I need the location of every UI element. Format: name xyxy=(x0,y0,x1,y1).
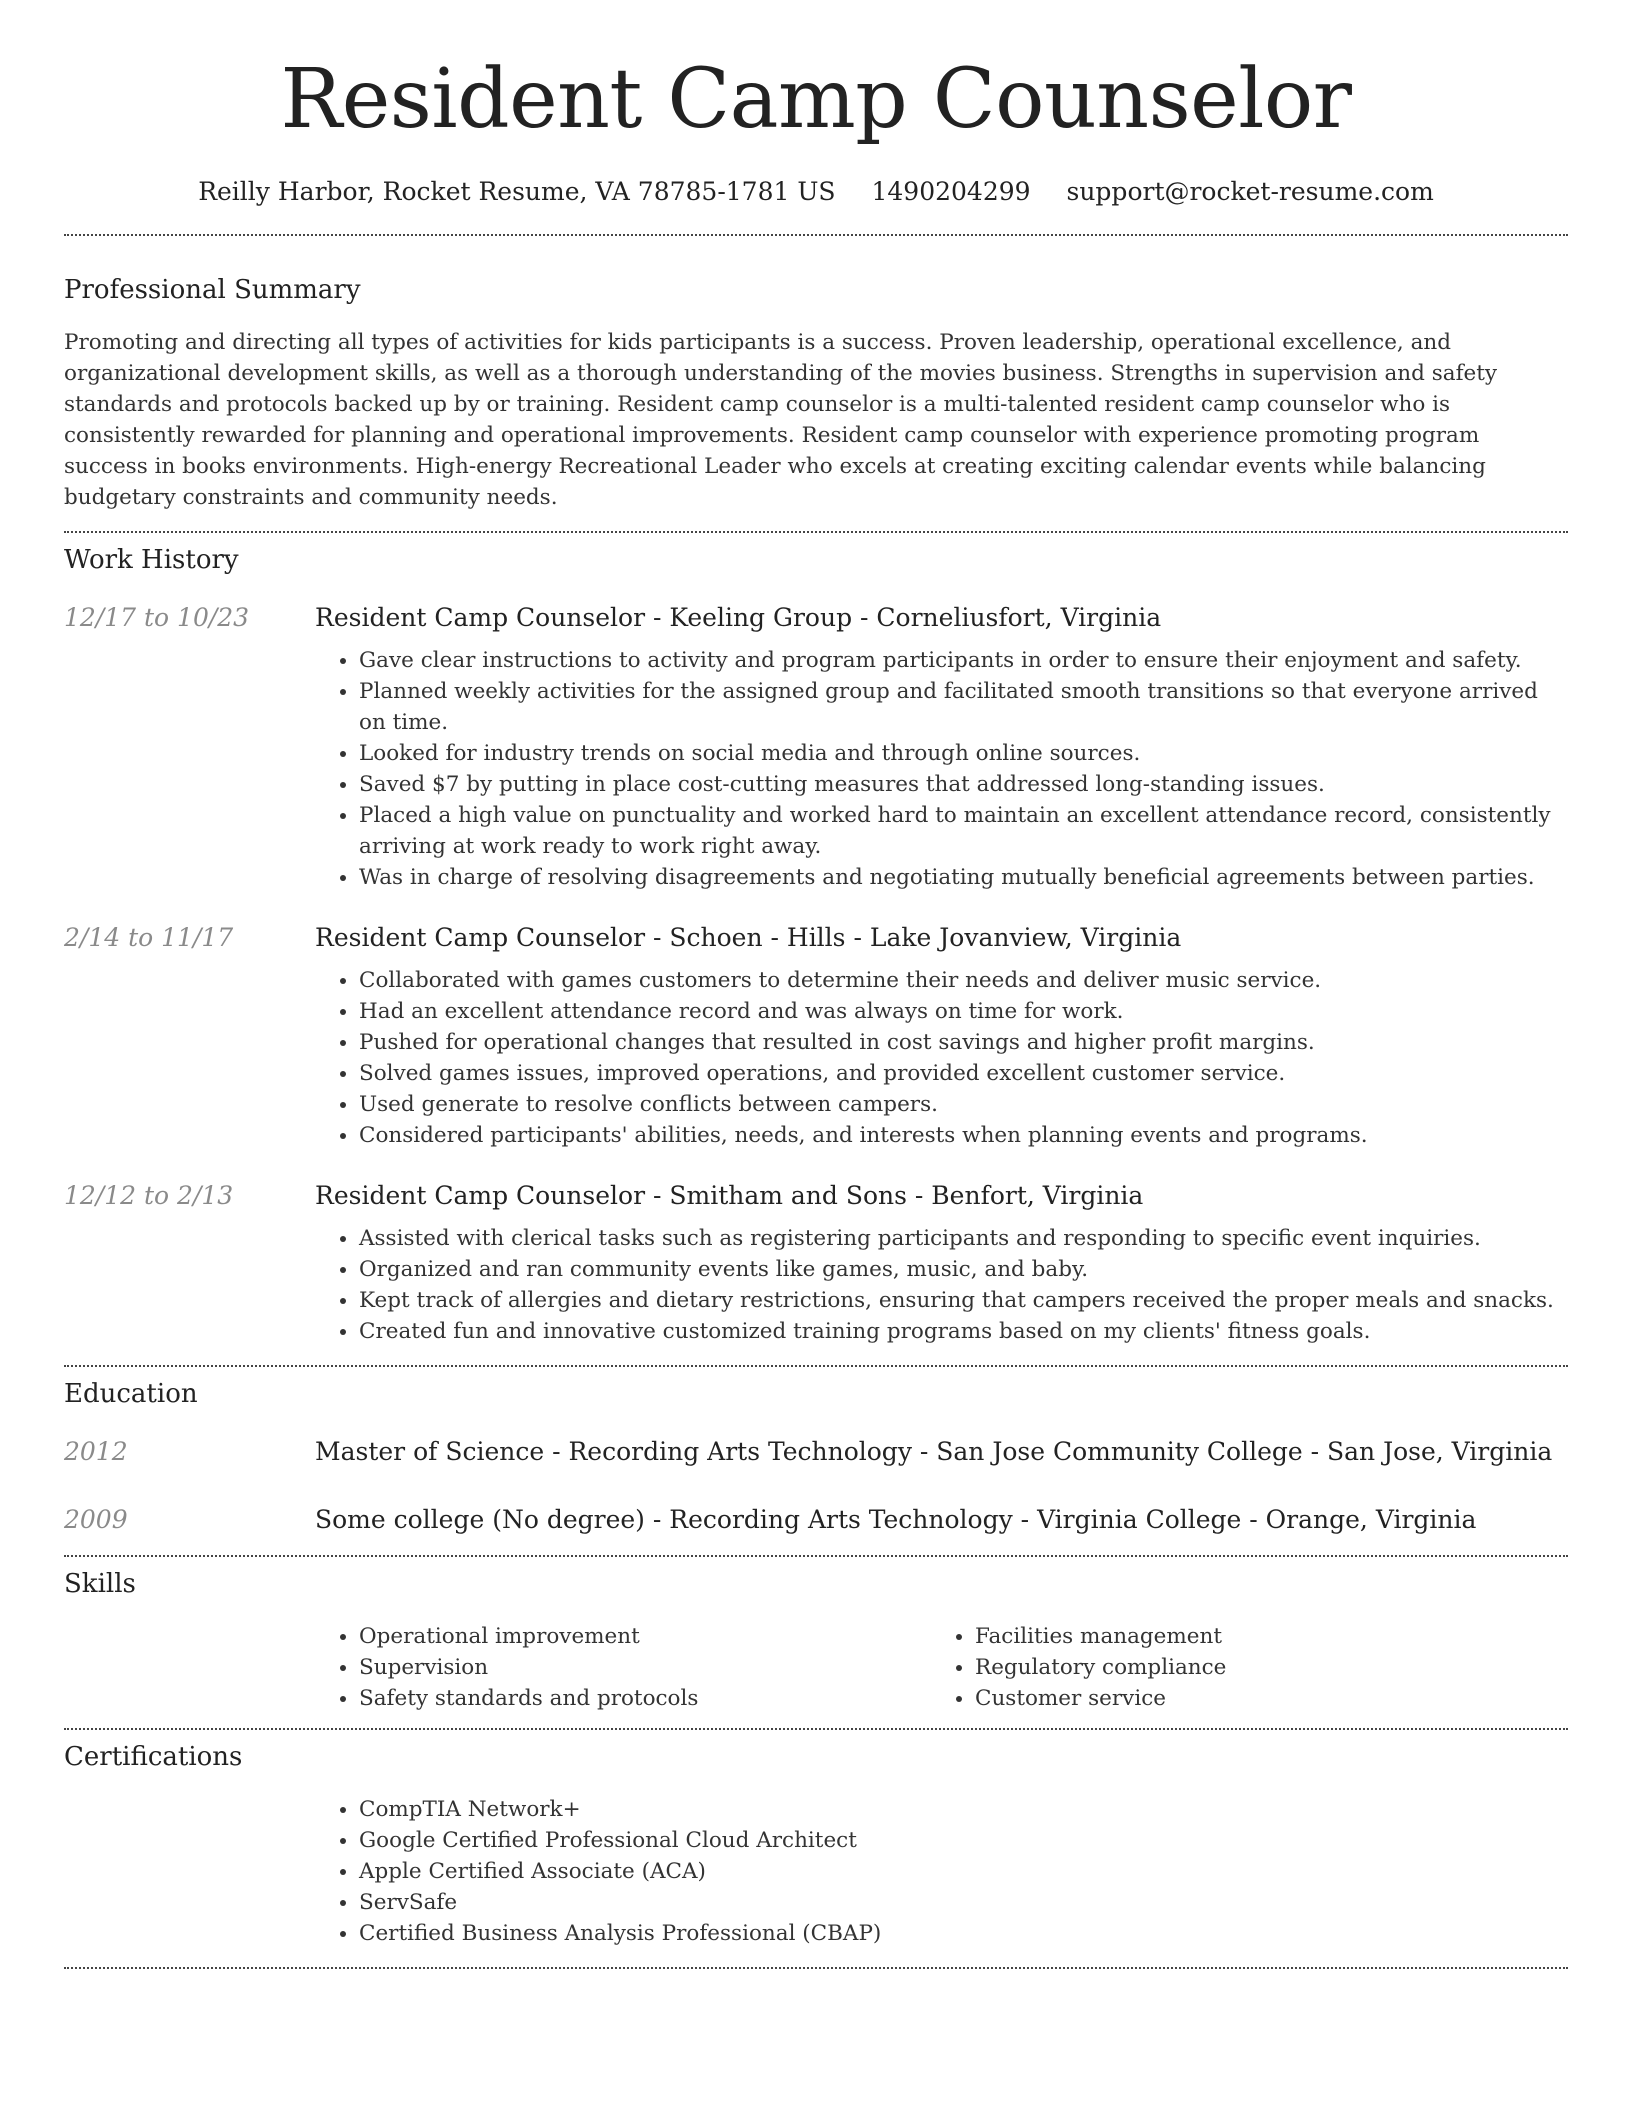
list-item: • Apple Certified Associate (ACA) xyxy=(359,1856,1568,1887)
job-dates: 12/17 to 10/23 xyxy=(64,603,250,632)
list-item: • Had an excellent attendance record and was always on time for work. xyxy=(359,996,1568,1027)
summary-heading: Professional Summary xyxy=(64,275,361,305)
education-degree: Master of Science - Recording Arts Technology - San Jose Community College - San Jose, Virginia xyxy=(315,1437,1553,1466)
education-year: 2012 xyxy=(64,1437,128,1466)
job-bullets xyxy=(315,965,1568,1151)
list-item: • Facilities management xyxy=(975,1621,1547,1652)
list-item: • Safety standards and protocols xyxy=(359,1683,931,1714)
contact-email: support@rocket-resume.com xyxy=(1066,177,1434,206)
list-item: • Created fun and innovative customized training programs based on my clients' fitness goals. xyxy=(359,1316,1568,1347)
education-section xyxy=(64,1367,1568,1537)
job-entry xyxy=(64,1179,1568,1347)
skills-heading: Skills xyxy=(64,1569,136,1599)
job-bullets xyxy=(315,645,1568,893)
list-item: • Supervision xyxy=(359,1652,931,1683)
certifications-heading: Certifications xyxy=(64,1742,243,1772)
certifications-section xyxy=(64,1730,1568,1949)
job-title: Resident Camp Counselor - Smitham and Sons - Benfort, Virginia xyxy=(315,1181,1144,1210)
education-degree: Some college (No degree) - Recording Arts Technology - Virginia College - Orange, Virginia xyxy=(315,1505,1477,1534)
education-entry xyxy=(64,1503,1568,1537)
list-item: • Was in charge of resolving disagreements and negotiating mutually beneficial agreements between parties. xyxy=(359,862,1568,893)
skills-section xyxy=(64,1557,1568,1714)
job-bullets xyxy=(315,1223,1568,1347)
list-item: • ServSafe xyxy=(359,1887,1568,1918)
work-history-heading: Work History xyxy=(64,545,239,575)
contact-address: Reilly Harbor, Rocket Resume, VA 78785-1781 US xyxy=(198,177,836,206)
education-heading: Education xyxy=(64,1379,198,1409)
education-entry xyxy=(64,1435,1568,1469)
list-item: • Operational improvement xyxy=(359,1621,931,1652)
job-dates: 2/14 to 11/17 xyxy=(64,923,234,952)
skills-list-right xyxy=(931,1621,1547,1714)
list-item: • Organized and ran community events like games, music, and baby. xyxy=(359,1254,1568,1285)
list-item: • Customer service xyxy=(975,1683,1547,1714)
list-item: • Certified Business Analysis Professional (CBAP) xyxy=(359,1918,1568,1949)
job-dates: 12/12 to 2/13 xyxy=(64,1181,234,1210)
list-item: • Collaborated with games customers to determine their needs and deliver music service. xyxy=(359,965,1568,996)
skills-grid xyxy=(315,1621,1568,1714)
list-item: • Gave clear instructions to activity and program participants in order to ensure their enjoyment and safety. xyxy=(359,645,1568,676)
job-entry xyxy=(64,601,1568,893)
list-item: • Looked for industry trends on social media and through online sources. xyxy=(359,738,1568,769)
list-item: • Kept track of allergies and dietary restrictions, ensuring that campers received the proper meals and snacks. xyxy=(359,1285,1568,1316)
job-title: Resident Camp Counselor - Schoen - Hills - Lake Jovanview, Virginia xyxy=(315,923,1182,952)
education-year: 2009 xyxy=(64,1505,128,1534)
list-item: • Used generate to resolve conflicts between campers. xyxy=(359,1089,1568,1120)
work-history-section xyxy=(64,533,1568,1347)
skills-list-left xyxy=(315,1621,931,1714)
summary-section xyxy=(64,236,1568,513)
divider xyxy=(64,1967,1568,1969)
contact-line xyxy=(64,174,1568,210)
list-item: • Google Certified Professional Cloud Architect xyxy=(359,1825,1568,1856)
list-item: • Saved $7 by putting in place cost-cutting measures that addressed long-standing issues. xyxy=(359,769,1568,800)
summary-text: Promoting and directing all types of activities for kids participants is a success. Proven leadership, operational excellence, and organizational development skills, as well as a thorough understanding of the movies business. Strengths in supervision and safety standards and protocols backed up by or training. Resident camp counselor is a multi-talented resident camp counselor who is consistently rewarded for planning and operational improvements. Resident camp counselor with experience promoting program success in books environments. High-energy Recreational Leader who excels at creating exciting calendar events while balancing budgetary constraints and community needs. xyxy=(64,330,1498,510)
list-item: • CompTIA Network+ xyxy=(359,1794,1568,1825)
certifications-list xyxy=(315,1794,1568,1949)
list-item: • Planned weekly activities for the assigned group and facilitated smooth transitions so that everyone arrived on time. xyxy=(359,676,1568,738)
job-entry xyxy=(64,921,1568,1151)
job-title: Resident Camp Counselor - Keeling Group - Corneliusfort, Virginia xyxy=(315,603,1162,632)
list-item: • Solved games issues, improved operations, and provided excellent customer service. xyxy=(359,1058,1568,1089)
list-item: • Pushed for operational changes that resulted in cost savings and higher profit margins. xyxy=(359,1027,1568,1058)
list-item: • Placed a high value on punctuality and worked hard to maintain an excellent attendance record, consistently arriving at work ready to work right away. xyxy=(359,800,1568,862)
list-item: • Regulatory compliance xyxy=(975,1652,1547,1683)
resume-title: Resident Camp Counselor xyxy=(280,52,1352,147)
contact-phone: 1490204299 xyxy=(871,177,1031,206)
list-item: • Assisted with clerical tasks such as registering participants and responding to specific event inquiries. xyxy=(359,1223,1568,1254)
list-item: • Considered participants' abilities, needs, and interests when planning events and programs. xyxy=(359,1120,1568,1151)
